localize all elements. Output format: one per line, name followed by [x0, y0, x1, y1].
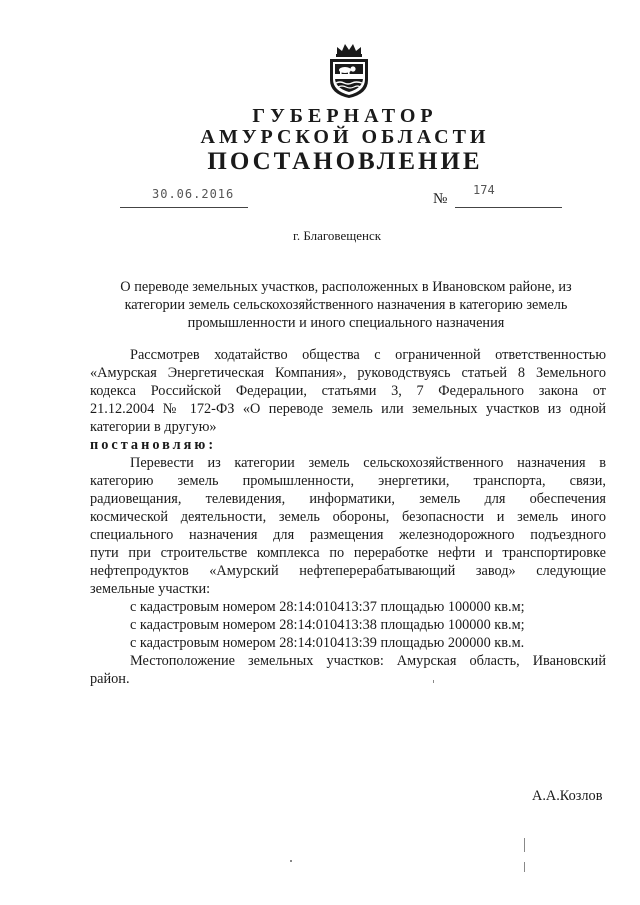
body-line: радиовещания, телевидения, информатики, земель для обеспечения — [90, 491, 606, 507]
parcel-item: с кадастровым номером 28:14:010413:39 площадью 200000 кв.м. — [130, 635, 525, 651]
scan-speck — [524, 838, 525, 852]
body-line: категорию земель промышленности, энергетики, транспорта, связи, — [90, 473, 606, 489]
body-line: Рассмотрев ходатайство общества с ограниченной ответственностью — [130, 347, 606, 363]
decree-word: постановляю: — [90, 437, 217, 453]
parcel-item: с кадастровым номером 28:14:010413:37 площадью 100000 кв.м; — [130, 599, 525, 615]
body-line: 21.12.2004 № 172-ФЗ «О переводе земель или земельных участков из одной — [90, 401, 606, 417]
body-line: специального назначения для размещения железнодорожного подъездного — [90, 527, 606, 543]
subject-line: промышленности и иного специального назначения — [187, 315, 505, 331]
subject-line: О переводе земельных участков, расположенных в Ивановском районе, из — [120, 279, 572, 295]
body-line: Местоположение земельных участков: Амурская область, Ивановский — [130, 653, 606, 669]
parcel-item: с кадастровым номером 28:14:010413:38 площадью 100000 кв.м; — [130, 617, 525, 633]
document-body — [90, 346, 606, 688]
body-line: «Амурская Энергетическая Компания», руководствуясь статьей 8 Земельного — [90, 365, 606, 381]
number-value: 174 — [473, 183, 495, 197]
subject-heading — [86, 278, 606, 332]
header-region: АМУРСКОЙ ОБЛАСТИ — [200, 126, 490, 148]
body-line: район. — [90, 671, 130, 687]
header-resolution: ПОСТАНОВЛЕНИЕ — [207, 148, 483, 175]
subject-line: категории земель сельскохозяйственного назначения в категорию земель — [124, 297, 568, 313]
body-line: нефтепродуктов «Амурский нефтеперерабатывающий завод» следующие — [90, 563, 606, 579]
date-value: 30.06.2016 — [152, 187, 235, 201]
header-governor: ГУБЕРНАТОР — [252, 105, 438, 127]
body-line: кодекса Российской Федерации, статьями 3, 7 Федерального закона от — [90, 383, 606, 399]
number-field — [455, 183, 562, 208]
body-line: категории в другую» — [90, 419, 217, 435]
body-line: космической деятельности, земель обороны, безопасности и земель иного — [90, 509, 606, 525]
body-line: Перевести из категории земель сельскохозяйственного назначения в — [130, 455, 606, 471]
number-sign: № — [433, 191, 448, 207]
date-field — [120, 187, 248, 208]
body-line: земельные участки: — [90, 581, 211, 597]
signature-name: А.А.Козлов — [532, 788, 603, 804]
scan-speck — [290, 860, 292, 862]
coat-of-arms-icon — [323, 42, 375, 100]
city-label: г. Благовещенск — [292, 228, 382, 243]
body-line: пути при строительстве комплекса по переработке нефти и транспортировке — [90, 545, 606, 561]
scan-speck — [433, 680, 434, 683]
scan-speck — [524, 862, 525, 872]
